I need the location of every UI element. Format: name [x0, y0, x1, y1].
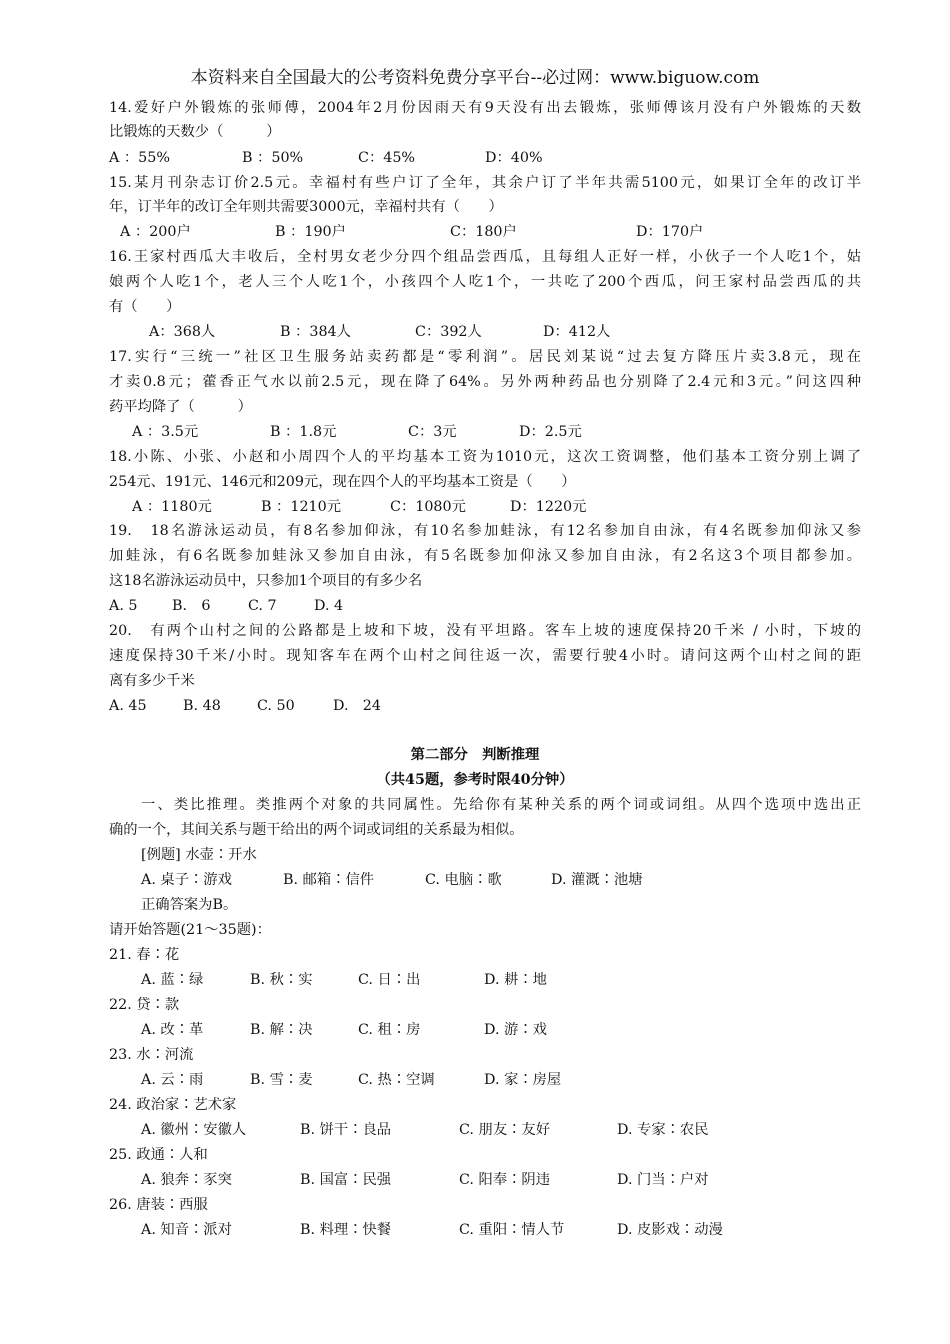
q15-option-c: C：180户: [450, 224, 517, 240]
example-answer: 正确答案为B。: [141, 897, 238, 913]
q14-line1: 14.爱好户外锻炼的张师傅，2004年2月份因雨天有9天没有出去锻炼，张师傅该月没有户外锻炼的天数: [109, 100, 861, 116]
q17-option-d: D：2.5元: [519, 424, 582, 440]
q25-option-a: A. 狼奔∶豕突: [141, 1172, 232, 1188]
q25-option-d: D. 门当∶户对: [617, 1172, 709, 1188]
q16-option-a: A：368人: [149, 324, 216, 340]
example-option-d: D. 灌溉∶池塘: [551, 872, 643, 888]
q18-line1: 18.小陈、小张、小赵和小周四个人的平均基本工资为1010元，这次工资调整，他们基本工资分别上调了: [109, 449, 861, 465]
q20-option-c: C. 50: [257, 698, 295, 714]
q23-option-a: A. 云∶雨: [141, 1072, 204, 1088]
q23-option-d: D. 家∶房屋: [484, 1072, 562, 1088]
q22-option-d: D. 游∶戏: [484, 1022, 547, 1038]
q24-stem: 24. 政治家∶艺术家: [109, 1097, 237, 1113]
intro-line1: 一、类比推理。类推两个对象的共同属性。先给你有某种关系的两个词或词组。从四个选项中选出正: [141, 797, 861, 813]
q16-line3: 有（ ）: [109, 299, 181, 315]
page-header: 本资料来自全国最大的公考资料免费分享平台--必过网：www.biguow.com: [190, 68, 760, 88]
q19-line2: 加蛙泳，有6名既参加蛙泳又参加自由泳，有5名既参加仰泳又参加自由泳，有2名这3个项目都参加。: [109, 548, 861, 564]
intro-line2: 确的一个，其间关系与题干给出的两个词或词组的关系最为相似。: [109, 822, 524, 838]
q20-option-d: D. 24: [333, 698, 381, 714]
q19-line3: 这18名游泳运动员中，只参加1个项目的有多少名: [109, 573, 423, 589]
q23-option-c: C. 热∶空调: [358, 1072, 435, 1088]
q25-option-b: B. 国富∶民强: [300, 1172, 392, 1188]
q25-stem: 25. 政通∶人和: [109, 1147, 208, 1163]
q26-option-b: B. 料理∶快餐: [300, 1222, 392, 1238]
q16-option-d: D：412人: [543, 324, 611, 340]
q17-option-c: C：3元: [408, 424, 457, 440]
q20-line3: 离有多少千米: [109, 673, 195, 689]
q18-option-c: C：1080元: [390, 499, 466, 515]
q26-stem: 26. 唐装∶西服: [109, 1197, 208, 1213]
q18-option-d: D：1220元: [510, 499, 587, 515]
q17-option-a: A ：3.5元: [132, 424, 199, 440]
section-title: 第二部分 判断推理: [410, 747, 540, 763]
q24-option-b: B. 饼干∶良品: [300, 1122, 392, 1138]
q17-option-b: B ：1.8元: [270, 424, 337, 440]
q18-option-b: B ：1210元: [261, 499, 342, 515]
q16-option-b: B ：384人: [280, 324, 351, 340]
q15-line1: 15.某月刊杂志订价2.5元。幸福村有些户订了全年，其余户订了半年共需5100元，如果订全年的改订半: [109, 175, 861, 191]
q18-line2: 254元、191元、146元和209元，现在四个人的平均基本工资是（ ）: [109, 474, 576, 490]
q20-line2: 速度保持30千米/小时。现知客车在两个山村之间往返一次，需要行驶4小时。请问这两个山村之间的距: [109, 648, 861, 664]
q22-stem: 22. 贷∶款: [109, 997, 180, 1013]
q21-option-b: B. 秋∶实: [250, 972, 313, 988]
q20-option-b: B. 48: [183, 698, 221, 714]
q14-option-a: A ：55%: [109, 150, 170, 166]
q22-option-a: A. 改∶革: [141, 1022, 204, 1038]
q20-option-a: A. 45: [109, 698, 147, 714]
q15-option-b: B ：190户: [275, 224, 346, 240]
q18-option-a: A ：1180元: [132, 499, 212, 515]
q19-option-a: A. 5: [109, 598, 138, 614]
q22-option-c: C. 租∶房: [358, 1022, 421, 1038]
q26-option-a: A. 知音∶派对: [141, 1222, 232, 1238]
q20-line1: 20. 有两个山村之间的公路都是上坡和下坡，没有平坦路。客车上坡的速度保持20千米 / 小时，下坡的: [109, 623, 861, 639]
q14-line2: 比锻炼的天数少（ ）: [109, 124, 281, 140]
q23-stem: 23. 水∶河流: [109, 1047, 194, 1063]
q25-option-c: C. 阳奉∶阴违: [459, 1172, 551, 1188]
q19-option-b: B. 6: [172, 598, 211, 614]
q19-option-c: C. 7: [248, 598, 277, 614]
q16-option-c: C：392人: [415, 324, 482, 340]
q15-option-a: A ：200户: [120, 224, 191, 240]
q15-option-d: D：170户: [636, 224, 704, 240]
q16-line1: 16.王家村西瓜大丰收后，全村男女老少分四个组品尝西瓜，且每组人正好一样，小伙子一个人吃1个，姑: [109, 249, 861, 265]
q14-option-b: B ：50%: [242, 150, 304, 166]
q23-option-b: B. 雪∶麦: [250, 1072, 313, 1088]
section-subtitle: （共45题，参考时限40分钟）: [376, 772, 574, 788]
q24-option-a: A. 徽州∶安徽人: [141, 1122, 247, 1138]
q19-option-d: D. 4: [314, 598, 344, 614]
q17-line1: 17.实行“三统一”社区卫生服务站卖药都是“零利润”。居民刘某说“过去复方降压片卖3.8元，现在: [109, 349, 861, 365]
example-option-b: B. 邮箱∶信件: [283, 872, 375, 888]
q17-line2: 才卖0.8元；藿香正气水以前2.5元，现在降了64%。另外两种药品也分别降了2.4元和3元。”问这四种: [109, 374, 861, 390]
q17-line3: 药平均降了（ ）: [109, 399, 252, 415]
q19-line1: 19. 18名游泳运动员，有8名参加仰泳，有10名参加蛙泳，有12名参加自由泳，有4名既参加仰泳又参: [109, 523, 861, 539]
q14-option-d: D：40%: [485, 150, 543, 166]
q21-stem: 21. 春∶花: [109, 947, 180, 963]
q14-option-c: C：45%: [358, 150, 416, 166]
q21-option-c: C. 日∶出: [358, 972, 421, 988]
q21-option-d: D. 耕∶地: [484, 972, 547, 988]
q26-option-d: D. 皮影戏∶动漫: [617, 1222, 723, 1238]
q24-option-d: D. 专家∶农民: [617, 1122, 709, 1138]
start-instruction: 请开始答题(21～35题)：: [109, 922, 271, 938]
q16-line2: 娘两个人吃1个，老人三个人吃1个，小孩四个人吃1个，一共吃了200个西瓜，问王家村品尝西瓜的共: [109, 274, 861, 290]
q26-option-c: C. 重阳∶情人节: [459, 1222, 565, 1238]
q21-option-a: A. 蓝∶绿: [141, 972, 204, 988]
q15-line2: 年，订半年的改订全年则共需要3000元，幸福村共有（ ）: [109, 199, 503, 215]
example-option-c: C. 电脑∶歌: [425, 872, 502, 888]
q22-option-b: B. 解∶决: [250, 1022, 313, 1038]
example-option-a: A. 桌子∶游戏: [141, 872, 232, 888]
example-stem: [例题] 水壶∶开水: [141, 847, 257, 863]
q24-option-c: C. 朋友∶友好: [459, 1122, 551, 1138]
